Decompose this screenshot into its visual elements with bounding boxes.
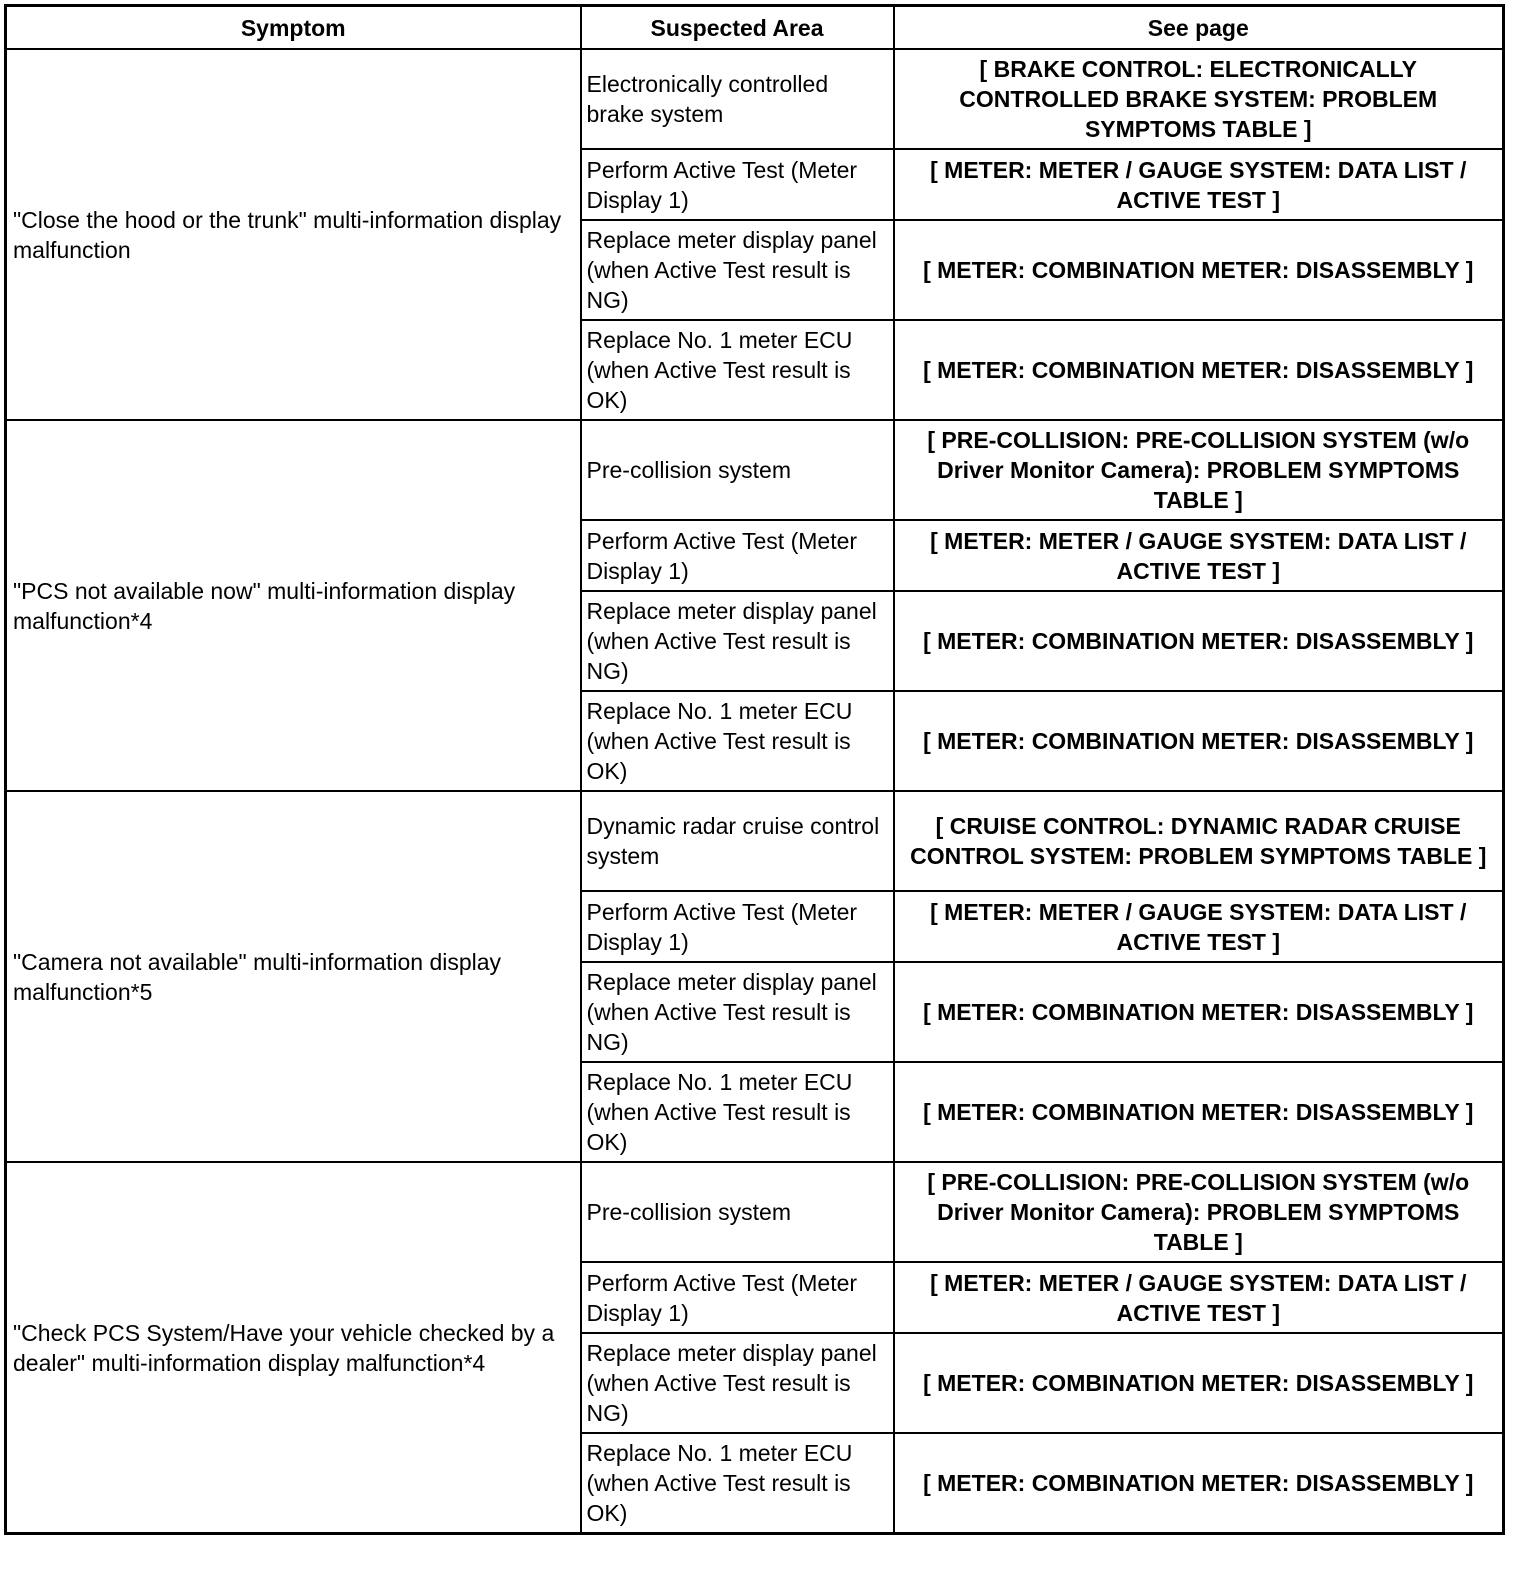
table-row xyxy=(6,1162,1504,1262)
suspected-area-cell: Replace No. 1 meter ECU (when Active Test result is OK) xyxy=(581,1433,894,1534)
suspected-area-cell: Pre-collision system xyxy=(581,420,894,520)
suspected-area-cell: Replace No. 1 meter ECU (when Active Test result is OK) xyxy=(581,691,894,791)
see-page-cell: [ CRUISE CONTROL: DYNAMIC RADAR CRUISE CONTROL SYSTEM: PROBLEM SYMPTOMS TABLE ] xyxy=(894,791,1504,891)
suspected-area-cell: Pre-collision system xyxy=(581,1162,894,1262)
see-page-cell: [ METER: COMBINATION METER: DISASSEMBLY ] xyxy=(894,962,1504,1062)
suspected-area-cell: Replace No. 1 meter ECU (when Active Test result is OK) xyxy=(581,1062,894,1162)
header-row xyxy=(6,6,1504,50)
symptom-cell: "PCS not available now" multi-information display malfunction*4 xyxy=(6,420,581,791)
symptom-cell: "Check PCS System/Have your vehicle checked by a dealer" multi-information display malfunction*4 xyxy=(6,1162,581,1534)
problem-symptoms-table xyxy=(4,4,1505,1535)
see-page-cell: [ METER: COMBINATION METER: DISASSEMBLY ] xyxy=(894,320,1504,420)
suspected-area-cell: Perform Active Test (Meter Display 1) xyxy=(581,891,894,962)
header-see-page: See page xyxy=(894,6,1504,50)
symptom-cell: "Camera not available" multi-information display malfunction*5 xyxy=(6,791,581,1162)
table-row xyxy=(6,791,1504,891)
suspected-area-cell: Replace No. 1 meter ECU (when Active Test result is OK) xyxy=(581,320,894,420)
suspected-area-cell: Dynamic radar cruise control system xyxy=(581,791,894,891)
see-page-cell: [ PRE-COLLISION: PRE-COLLISION SYSTEM (w/o Driver Monitor Camera): PROBLEM SYMPTOMS TABLE ] xyxy=(894,1162,1504,1262)
see-page-cell: [ METER: COMBINATION METER: DISASSEMBLY ] xyxy=(894,220,1504,320)
see-page-cell: [ METER: METER / GAUGE SYSTEM: DATA LIST / ACTIVE TEST ] xyxy=(894,891,1504,962)
problem-symptoms-table-wrapper xyxy=(4,4,1505,1535)
suspected-area-cell: Replace meter display panel (when Active Test result is NG) xyxy=(581,220,894,320)
suspected-area-cell: Replace meter display panel (when Active Test result is NG) xyxy=(581,962,894,1062)
see-page-cell: [ METER: METER / GAUGE SYSTEM: DATA LIST / ACTIVE TEST ] xyxy=(894,149,1504,220)
suspected-area-cell: Perform Active Test (Meter Display 1) xyxy=(581,520,894,591)
suspected-area-cell: Perform Active Test (Meter Display 1) xyxy=(581,1262,894,1333)
see-page-cell: [ METER: COMBINATION METER: DISASSEMBLY ] xyxy=(894,591,1504,691)
suspected-area-cell: Replace meter display panel (when Active Test result is NG) xyxy=(581,591,894,691)
see-page-cell: [ METER: COMBINATION METER: DISASSEMBLY ] xyxy=(894,1062,1504,1162)
suspected-area-cell: Electronically controlled brake system xyxy=(581,49,894,149)
suspected-area-cell: Perform Active Test (Meter Display 1) xyxy=(581,149,894,220)
see-page-cell: [ METER: METER / GAUGE SYSTEM: DATA LIST / ACTIVE TEST ] xyxy=(894,1262,1504,1333)
header-symptom: Symptom xyxy=(6,6,581,50)
see-page-cell: [ BRAKE CONTROL: ELECTRONICALLY CONTROLLED BRAKE SYSTEM: PROBLEM SYMPTOMS TABLE ] xyxy=(894,49,1504,149)
table-row xyxy=(6,49,1504,149)
suspected-area-cell: Replace meter display panel (when Active Test result is NG) xyxy=(581,1333,894,1433)
see-page-cell: [ METER: COMBINATION METER: DISASSEMBLY ] xyxy=(894,1333,1504,1433)
symptom-cell: "Close the hood or the trunk" multi-information display malfunction xyxy=(6,49,581,420)
table-row xyxy=(6,420,1504,520)
see-page-cell: [ PRE-COLLISION: PRE-COLLISION SYSTEM (w/o Driver Monitor Camera): PROBLEM SYMPTOMS TABLE ] xyxy=(894,420,1504,520)
see-page-cell: [ METER: METER / GAUGE SYSTEM: DATA LIST / ACTIVE TEST ] xyxy=(894,520,1504,591)
header-suspected-area: Suspected Area xyxy=(581,6,894,50)
see-page-cell: [ METER: COMBINATION METER: DISASSEMBLY ] xyxy=(894,691,1504,791)
see-page-cell: [ METER: COMBINATION METER: DISASSEMBLY ] xyxy=(894,1433,1504,1534)
